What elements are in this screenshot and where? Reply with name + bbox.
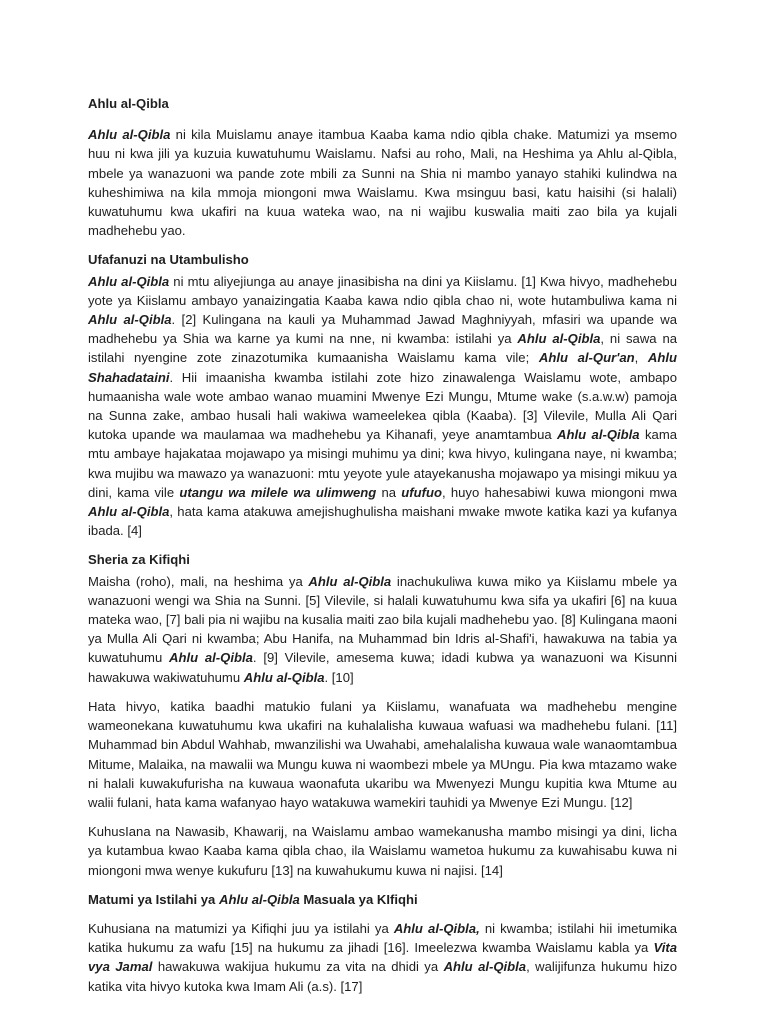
text-run: Kuhusiana na matumizi ya Kifiqhi juu ya istilahi ya bbox=[88, 920, 394, 936]
term-ahlu-al-qibla: Ahlu al-Qibla bbox=[517, 331, 601, 347]
document-title: Ahlu al-Qibla bbox=[88, 96, 169, 111]
term-ahlu-shahadataini: Ahlu Shahadataini bbox=[88, 350, 678, 385]
term-ahlu-al-qibla: Ahlu al-Qibla bbox=[88, 504, 170, 520]
term-ahlu-al-qibla: Ahlu al-Qibla bbox=[557, 427, 640, 443]
text-run: . [9] Vilevile, amesema kuwa; idadi kubwa ya wanazuoni wa Kisunni hawakuwa wakiwatuhumu bbox=[88, 650, 678, 685]
section-paragraph bbox=[88, 272, 677, 541]
text-run: ni kila Muislamu anaye itambua Kaaba kama ndio qibla chake. Matumizi ya msemo huu ni kwa jili ya kuzuia kuwatuhumu Waislamu. Nafsi au roho, Mali, na Heshima ya Ahlu al-Qibla, mbele ya wanazuoni wa pande zote mbili za Sunni na Shia ni mambo yanayo stahiki kulindwa na kuheshimiwa na kila mmoja miongoni mwa Waislamu. Kwa msinguu basi, katu haisihi (si halali) kuwatuhumu kwa ukafiri na kuua wateka wao, na ni wajibu kuswalia maiti zao bila ya kujali madhehebu yao. bbox=[88, 127, 678, 239]
intro-paragraph bbox=[88, 125, 677, 240]
term-ahlu-al-qibla: Ahlu al-Qibla, bbox=[393, 920, 480, 936]
term-ahlu-al-quran: Ahlu al-Qur'an bbox=[538, 350, 635, 366]
term-ahlu-al-qibla: Ahlu al-Qibla bbox=[88, 273, 170, 289]
text-run: , walijifunza hukumu hizo katika vita hivyo kutoka kwa Imam Ali (a.s). [17] bbox=[88, 959, 677, 994]
term-ufufuo: ufufuo bbox=[401, 484, 442, 500]
text-run: . [2] Kulingana na kauli ya Muhammad Jawad Maghniyyah, mfasiri wa upande wa madhehebu ya Shia wa karne ya kumi na nne, ni kwamba: istilahi ya bbox=[88, 312, 677, 347]
section-heading-matumizi bbox=[88, 890, 677, 909]
text-run: kama mtu ambaye hajakataa mojawapo ya misingi muhimu ya dini; kwa hivyo, kulingana naye, ni kwamba; kwa mujibu wa mawazo ya wanazuoni: mtu yeyote yule atayekanusha mojawapo ya misingi mikuu ya dini, kama vile bbox=[88, 427, 678, 500]
text-run: ni kwamba; istilahi hii imetumika katika hukumu za wafu [15] na hukumu za jihadi [16]. Imeelezwa kwamba Waislamu kabla ya bbox=[88, 920, 678, 956]
text-run: . Hii imaanisha kwamba istilahi zote hizo zinawalenga Waislamu wote, ambapo humaanisha wale wote ambao wanao muamini Mwenye Ezi Mungu, Mtume wake (s.a.w.w) pamoja na Sunna zake, ambao husali hali wakiwa wameelekea qibla (Kaaba). [3] Vilevile, Mulla Ali Qari kutoka upande wa maulamaa wa madhehebu ya Kihanafi, yeye anamtambua bbox=[88, 369, 677, 443]
text-run: hawakuwa wakijua hukumu za vita na dhidi ya bbox=[152, 959, 444, 975]
heading-run: Masuala ya KIfiqhi bbox=[299, 891, 418, 907]
text-run: , huyo hahesabiwi kuwa miongoni mwa bbox=[442, 484, 677, 500]
text-run: ni mtu aliyejiunga au anaye jinasibisha na dini ya Kiislamu. [1] Kwa hivyo, madhehebu yote ya Kiislamu ambayo yanaizingatia Kaaba kawa ndio qibla chao ni, wote hutambuliwa kama ni bbox=[88, 273, 677, 308]
heading-run: Matumi ya Istilahi ya bbox=[88, 891, 219, 907]
term-ahlu-al-qibla: Ahlu al-Qibla bbox=[218, 891, 300, 907]
term-ahlu-al-qibla: Ahlu al-Qibla bbox=[443, 959, 527, 975]
section-heading-ufafanuzi: Ufafanuzi na Utambulisho bbox=[88, 252, 249, 268]
term-ahlu-al-qibla: Ahlu al-Qibla bbox=[88, 312, 172, 328]
text-run: . [10] bbox=[324, 669, 354, 685]
text-run: , ni sawa na istilahi nyengine zote zinazotumika kumaanisha Waislamu kama vile; bbox=[88, 331, 678, 366]
section-paragraph: KuhusIana na Nawasib, Khawarij, na Waislamu ambao wamekanusha mambo misingi ya dini, licha ya kutambua kwao Kaaba kama qibla chao, ila Waislamu wametoa hukumu za kuwahisabu kuwa ni miongoni mwa wenye kukufuru [13] na kuwahukumu kuwa ni najisi. [14] bbox=[88, 824, 677, 878]
term-ahlu-al-qibla: Ahlu al-Qibla bbox=[169, 650, 253, 666]
text-run: , hata kama atakuwa amejishughulisha maishani mwake mwote katika kazi ya kufanya ibada. [4] bbox=[88, 504, 678, 539]
term-ahlu-al-qibla: Ahlu al-Qibla bbox=[308, 573, 392, 589]
section-paragraph: Hata hivyo, katika baadhi matukio fulani ya Kiislamu, wanafuata wa madhehebu mengine wameonekana kuwatuhumu kwa ukafiri na kuhalalisha kuwaua wafuasi wa madhehebu fulani. [11] Muhammad bin Abdul Wahhab, mwanzilishi wa Uwahabi, amehalalisha kuwaua wale wanaomtambua Mitume, Malaika, na mawalii wa Mungu kuwa ni waombezi mbele ya MUngu. Pia kwa mtazamo wake ni halali kuwakufurisha na kuwaua waonafuta ukaribu wa Mwenyezi Mungu kupitia kwa Mtume au walii fulani, hata kama wafanyao hayo watakuwa wamekiri tauhidi ya Mwenye Ezi Mungu. [12] bbox=[88, 698, 677, 810]
section-paragraph bbox=[88, 919, 677, 996]
text-run: inachukuliwa kuwa miko ya Kiislamu mbele ya wanazuoni wengi wa Shia na Sunni. [5] Vilevile, si halali kuwatuhumu kwa sifa ya ukafiri [6] na kuua mateka wao, [7] bali pia ni wajibu na kusalia maiti zao bila kujali madhehebu yao. [8] Kulingana maoni ya Mulla Ali Qari ni kwamba; Abu Hanifa, na Muhammad bin Idris al-Shafi'i, hawakuwa na tabia ya kuwatuhumu bbox=[88, 573, 677, 666]
text-run: Maisha (roho), mali, na heshima ya bbox=[88, 573, 309, 589]
section-paragraph bbox=[88, 572, 677, 687]
term-ahlu-al-qibla: Ahlu al-Qibla bbox=[243, 669, 325, 685]
section-heading-sheria: Sheria za Kifiqhi bbox=[88, 552, 190, 568]
text-run: na bbox=[376, 484, 402, 500]
term-ahlu-al-qibla: Ahlu al-Qibla bbox=[88, 127, 171, 143]
text-run: , bbox=[634, 350, 648, 366]
term-utangu: utangu wa milele wa ulimweng bbox=[179, 484, 377, 500]
document-page bbox=[88, 94, 677, 1006]
term-vita-vya-jamal: Vita vya Jamal bbox=[88, 940, 677, 975]
